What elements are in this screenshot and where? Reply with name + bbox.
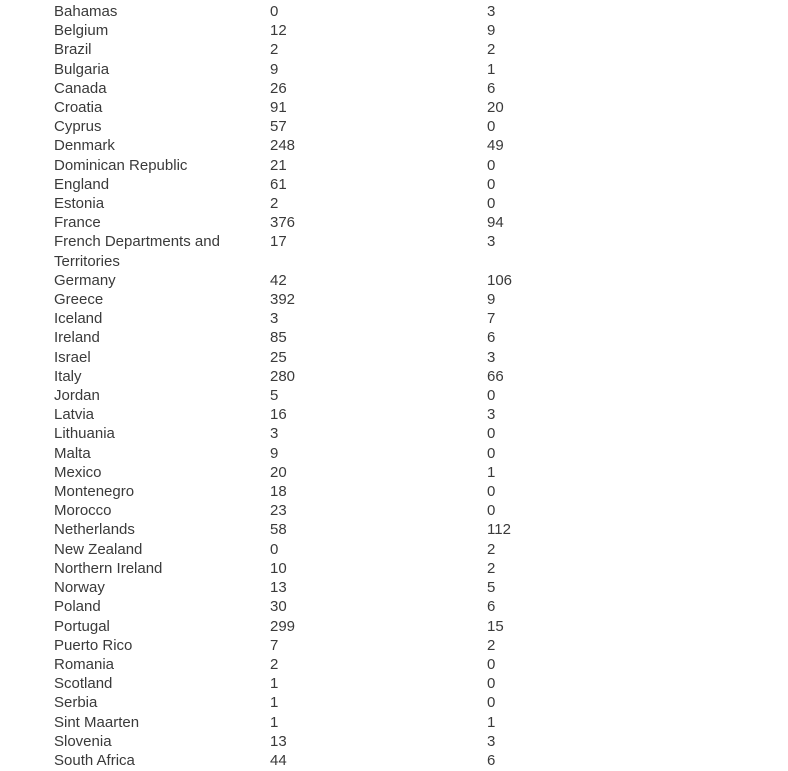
table-row [54, 732, 574, 751]
country-cell: Brazil [54, 41, 92, 59]
table-row [54, 386, 574, 405]
table-row [54, 60, 574, 79]
country-cell: Scotland [54, 675, 113, 693]
country-cell: Ireland [54, 329, 100, 347]
value-a-cell: 7 [270, 636, 279, 654]
value-b-cell: 1 [487, 463, 496, 481]
country-cell: Sint Maarten [54, 713, 140, 731]
value-b-cell: 0 [487, 425, 496, 443]
table-row [54, 751, 574, 770]
value-a-cell: 91 [270, 99, 287, 117]
table-row [54, 713, 574, 732]
country-cell: Norway [54, 579, 105, 597]
country-cell: Romania [54, 655, 115, 673]
table-row [54, 309, 574, 328]
value-b-cell: 5 [487, 579, 496, 597]
value-a-cell: 10 [270, 559, 287, 577]
value-b-cell: 9 [487, 22, 496, 40]
table-row [54, 540, 574, 559]
table-row [54, 348, 574, 367]
value-a-cell: 13 [270, 732, 287, 750]
value-a-cell: 44 [270, 751, 287, 769]
value-a-cell: 20 [270, 463, 287, 481]
table-row [54, 578, 574, 597]
country-cell: Jordan [54, 387, 100, 405]
table-row [54, 213, 574, 232]
table-row [54, 290, 574, 309]
country-cell: Lithuania [54, 425, 115, 443]
value-a-cell: 5 [270, 387, 279, 405]
table-row [54, 175, 574, 194]
table-row [54, 79, 574, 98]
value-a-cell: 12 [270, 22, 287, 40]
value-a-cell: 299 [270, 617, 296, 635]
value-a-cell: 1 [270, 675, 279, 693]
country-cell: Dominican Republic [54, 156, 188, 174]
value-a-cell: 3 [270, 310, 279, 328]
country-cell: Estonia [54, 195, 105, 213]
country-cell: England [54, 175, 110, 193]
value-b-cell: 6 [487, 598, 496, 616]
country-cell: Bulgaria [54, 60, 110, 78]
country-cell: Malta [54, 444, 91, 462]
table-row [54, 117, 574, 136]
table-row [54, 2, 574, 21]
value-b-cell: 0 [487, 675, 496, 693]
table-row [54, 636, 574, 655]
country-cell: France [54, 214, 101, 232]
value-b-cell: 0 [487, 195, 496, 213]
country-cell: Belgium [54, 22, 109, 40]
value-a-cell: 280 [270, 367, 296, 385]
value-a-cell: 9 [270, 60, 279, 78]
value-b-cell: 3 [487, 732, 496, 750]
country-cell: Mexico [54, 463, 102, 481]
country-cell: Portugal [54, 617, 110, 635]
table-row [54, 98, 574, 117]
value-b-cell: 2 [487, 41, 496, 59]
table-row [54, 424, 574, 443]
table-row [54, 482, 574, 501]
value-b-cell: 1 [487, 713, 496, 731]
country-cell: Northern Ireland [54, 559, 163, 577]
value-a-cell: 376 [270, 214, 296, 232]
value-a-cell: 18 [270, 483, 287, 501]
table-row [54, 328, 574, 347]
value-b-cell: 0 [487, 655, 496, 673]
value-a-cell: 25 [270, 348, 287, 366]
value-a-cell: 392 [270, 291, 296, 309]
value-b-cell: 0 [487, 175, 496, 193]
value-b-cell: 94 [487, 214, 504, 232]
table-row [54, 597, 574, 616]
value-b-cell: 1 [487, 60, 496, 78]
value-a-cell: 2 [270, 655, 279, 673]
value-a-cell: 61 [270, 175, 287, 193]
country-cell: Cyprus [54, 118, 102, 136]
value-a-cell: 42 [270, 271, 287, 289]
country-cell: French Departments and Territories [54, 233, 220, 270]
country-cell: Canada [54, 79, 107, 97]
value-a-cell: 9 [270, 444, 279, 462]
value-b-cell: 15 [487, 617, 504, 635]
country-cell: Greece [54, 291, 104, 309]
value-b-cell: 0 [487, 694, 496, 712]
value-b-cell: 0 [487, 118, 496, 136]
table-row [54, 271, 574, 290]
country-cell: New Zealand [54, 540, 143, 558]
value-b-cell: 0 [487, 502, 496, 520]
country-cell: Denmark [54, 137, 115, 155]
country-cell: Italy [54, 367, 82, 385]
country-cell: Germany [54, 271, 116, 289]
value-b-cell: 3 [487, 233, 496, 251]
value-a-cell: 21 [270, 156, 287, 174]
country-cell: Morocco [54, 502, 112, 520]
value-a-cell: 0 [270, 540, 279, 558]
table-row [54, 156, 574, 175]
value-a-cell: 16 [270, 406, 287, 424]
value-b-cell: 0 [487, 387, 496, 405]
country-cell: Puerto Rico [54, 636, 133, 654]
value-b-cell: 0 [487, 444, 496, 462]
value-b-cell: 9 [487, 291, 496, 309]
country-cell: Iceland [54, 310, 103, 328]
value-a-cell: 30 [270, 598, 287, 616]
value-b-cell: 106 [487, 271, 513, 289]
value-b-cell: 3 [487, 348, 496, 366]
country-cell: Poland [54, 598, 101, 616]
country-cell: Israel [54, 348, 91, 366]
table-row [54, 136, 574, 155]
value-b-cell: 0 [487, 483, 496, 501]
country-cell: Latvia [54, 406, 95, 424]
value-a-cell: 248 [270, 137, 296, 155]
country-cell: Croatia [54, 99, 103, 117]
value-b-cell: 2 [487, 540, 496, 558]
country-cell: Bahamas [54, 3, 118, 20]
value-a-cell: 3 [270, 425, 279, 443]
table-row [54, 367, 574, 386]
value-a-cell: 1 [270, 694, 279, 712]
value-b-cell: 6 [487, 329, 496, 347]
table-row [54, 40, 574, 59]
table-row [54, 655, 574, 674]
table-row [54, 617, 574, 636]
value-a-cell: 26 [270, 79, 287, 97]
value-b-cell: 6 [487, 751, 496, 769]
value-a-cell: 1 [270, 713, 279, 731]
country-cell: Slovenia [54, 732, 112, 750]
table-row [54, 194, 574, 213]
country-cell: South Africa [54, 751, 135, 769]
value-b-cell: 20 [487, 99, 504, 117]
table-row [54, 463, 574, 482]
table-row [54, 693, 574, 712]
table-row [54, 21, 574, 40]
table-row [54, 501, 574, 520]
value-b-cell: 112 [487, 521, 511, 539]
table-row [54, 405, 574, 424]
value-b-cell: 6 [487, 79, 496, 97]
value-a-cell: 2 [270, 41, 279, 59]
value-b-cell: 0 [487, 156, 496, 174]
value-a-cell: 17 [270, 233, 287, 251]
country-cell: Netherlands [54, 521, 135, 539]
country-table [54, 2, 574, 770]
table-row [54, 674, 574, 693]
country-cell: Serbia [54, 694, 98, 712]
value-b-cell: 2 [487, 559, 496, 577]
value-b-cell: 3 [487, 3, 496, 20]
value-a-cell: 58 [270, 521, 287, 539]
value-b-cell: 7 [487, 310, 496, 328]
value-a-cell: 57 [270, 118, 287, 136]
value-b-cell: 2 [487, 636, 496, 654]
value-a-cell: 2 [270, 195, 279, 213]
value-b-cell: 66 [487, 367, 504, 385]
value-b-cell: 49 [487, 137, 504, 155]
table-row [54, 520, 574, 539]
country-cell: Montenegro [54, 483, 135, 501]
value-b-cell: 3 [487, 406, 496, 424]
table-row [54, 232, 574, 270]
value-a-cell: 0 [270, 3, 279, 20]
table-row [54, 444, 574, 463]
value-a-cell: 85 [270, 329, 287, 347]
table-body [54, 2, 574, 770]
value-a-cell: 23 [270, 502, 287, 520]
value-a-cell: 13 [270, 579, 287, 597]
table-row [54, 559, 574, 578]
